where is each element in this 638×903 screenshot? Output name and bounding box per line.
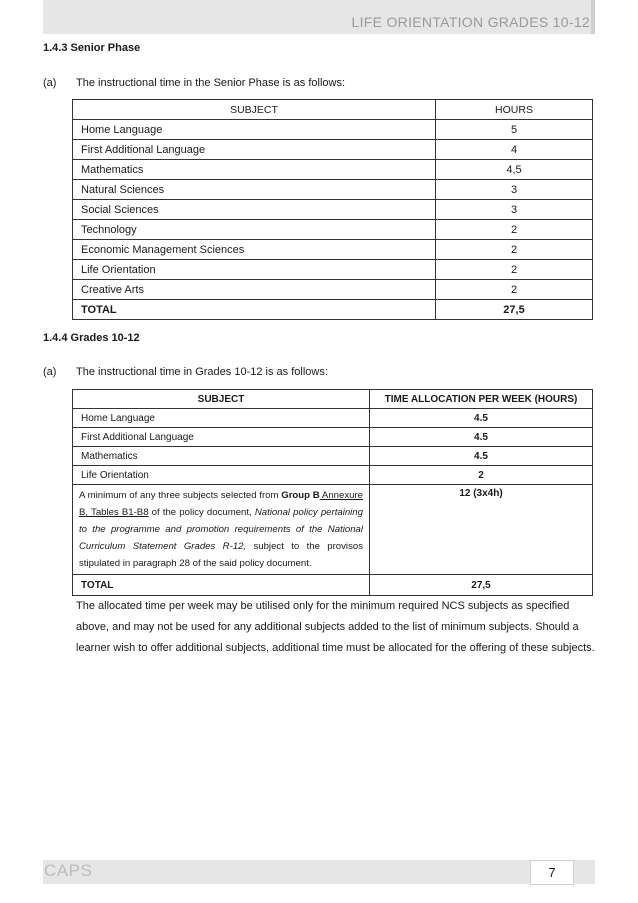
table-row: [73, 140, 593, 160]
row-hours: 4.5: [370, 447, 593, 466]
grades-table: [72, 389, 593, 596]
col-subject-header: SUBJECT: [73, 390, 370, 409]
total-label: TOTAL: [73, 575, 370, 596]
group-b-row: [73, 485, 593, 575]
col-hours-header: HOURS: [436, 100, 593, 120]
row-subject: First Additional Language: [73, 140, 436, 160]
row-subject: Mathematics: [73, 160, 436, 180]
row-hours: 4.5: [370, 409, 593, 428]
table-header-row: [73, 100, 593, 120]
table-row: [73, 466, 593, 485]
col-subject-header: SUBJECT: [73, 100, 436, 120]
senior-intro: The instructional time in the Senior Phase is as follows:: [76, 77, 346, 89]
row-hours: 4: [436, 140, 593, 160]
total-value: 27,5: [436, 300, 593, 320]
table-total-row: [73, 300, 593, 320]
group-b-policy-title: National policy pertaining to the programme and promotion requirements of the National Curriculum Statement Grades R-12,: [79, 507, 363, 552]
running-header-title: LIFE ORIENTATION GRADES 10-12: [351, 14, 590, 30]
row-hours: 5: [436, 120, 593, 140]
page-number: 7: [530, 860, 574, 885]
grades-intro: The instructional time in Grades 10-12 is as follows:: [76, 366, 328, 378]
row-hours: 4,5: [436, 160, 593, 180]
row-subject: Life Orientation: [73, 260, 436, 280]
table-row: [73, 180, 593, 200]
row-hours: 2: [436, 240, 593, 260]
table-header-row: [73, 390, 593, 409]
senior-phase-table: [72, 99, 593, 320]
table-row: [73, 240, 593, 260]
group-b-annexure-link: Annexure B, Tables B1-B8: [79, 490, 363, 518]
row-hours: 3: [436, 200, 593, 220]
row-hours: 2: [436, 280, 593, 300]
footer-brand: CAPS: [44, 861, 93, 880]
table-row: [73, 160, 593, 180]
group-b-hours: 12 (3x4h): [370, 485, 593, 575]
total-value: 27,5: [370, 575, 593, 596]
row-subject: Economic Management Sciences: [73, 240, 436, 260]
row-hours: 4.5: [370, 428, 593, 447]
table-row: [73, 260, 593, 280]
row-subject: Home Language: [73, 120, 436, 140]
row-subject: Social Sciences: [73, 200, 436, 220]
table-row: [73, 428, 593, 447]
group-b-text-4: of the policy document,: [148, 507, 255, 518]
group-b-text-6: subject to the provisos stipulated in paragraph 28 of the said policy document.: [79, 541, 363, 569]
row-subject: Technology: [73, 220, 436, 240]
group-b-text-2: Group B: [281, 490, 320, 501]
row-subject: Home Language: [73, 409, 370, 428]
table-row: [73, 120, 593, 140]
para-label-senior: (a): [43, 77, 57, 89]
closing-paragraph: The allocated time per week may be utilised only for the minimum required NCS subjects as specified above, and may not be used for any additional subjects added to the list of minimum subjects. Should a learner wish to offer additional subjects, additional time must be allocated for the offering of these subjects.: [76, 600, 595, 654]
table-row: [73, 200, 593, 220]
row-subject: Natural Sciences: [73, 180, 436, 200]
footer-bar: [43, 860, 595, 884]
table-row: [73, 280, 593, 300]
group-b-text-1: A minimum of any three subjects selected from: [79, 490, 282, 501]
row-subject: Mathematics: [73, 447, 370, 466]
section-heading-senior: 1.4.3 Senior Phase: [43, 42, 141, 54]
row-subject: Creative Arts: [73, 280, 436, 300]
row-subject: Life Orientation: [73, 466, 370, 485]
para-label-grades: (a): [43, 366, 57, 378]
total-label: TOTAL: [73, 300, 436, 320]
row-hours: 2: [370, 466, 593, 485]
row-hours: 2: [436, 220, 593, 240]
group-b-description: [73, 485, 370, 575]
header-edge: [591, 0, 595, 34]
section-heading-grades: 1.4.4 Grades 10-12: [43, 332, 140, 344]
table-total-row: [73, 575, 593, 596]
row-hours: 2: [436, 260, 593, 280]
row-subject: First Additional Language: [73, 428, 370, 447]
table-row: [73, 409, 593, 428]
table-row: [73, 220, 593, 240]
row-hours: 3: [436, 180, 593, 200]
col-time-header: TIME ALLOCATION PER WEEK (HOURS): [370, 390, 593, 409]
table-row: [73, 447, 593, 466]
